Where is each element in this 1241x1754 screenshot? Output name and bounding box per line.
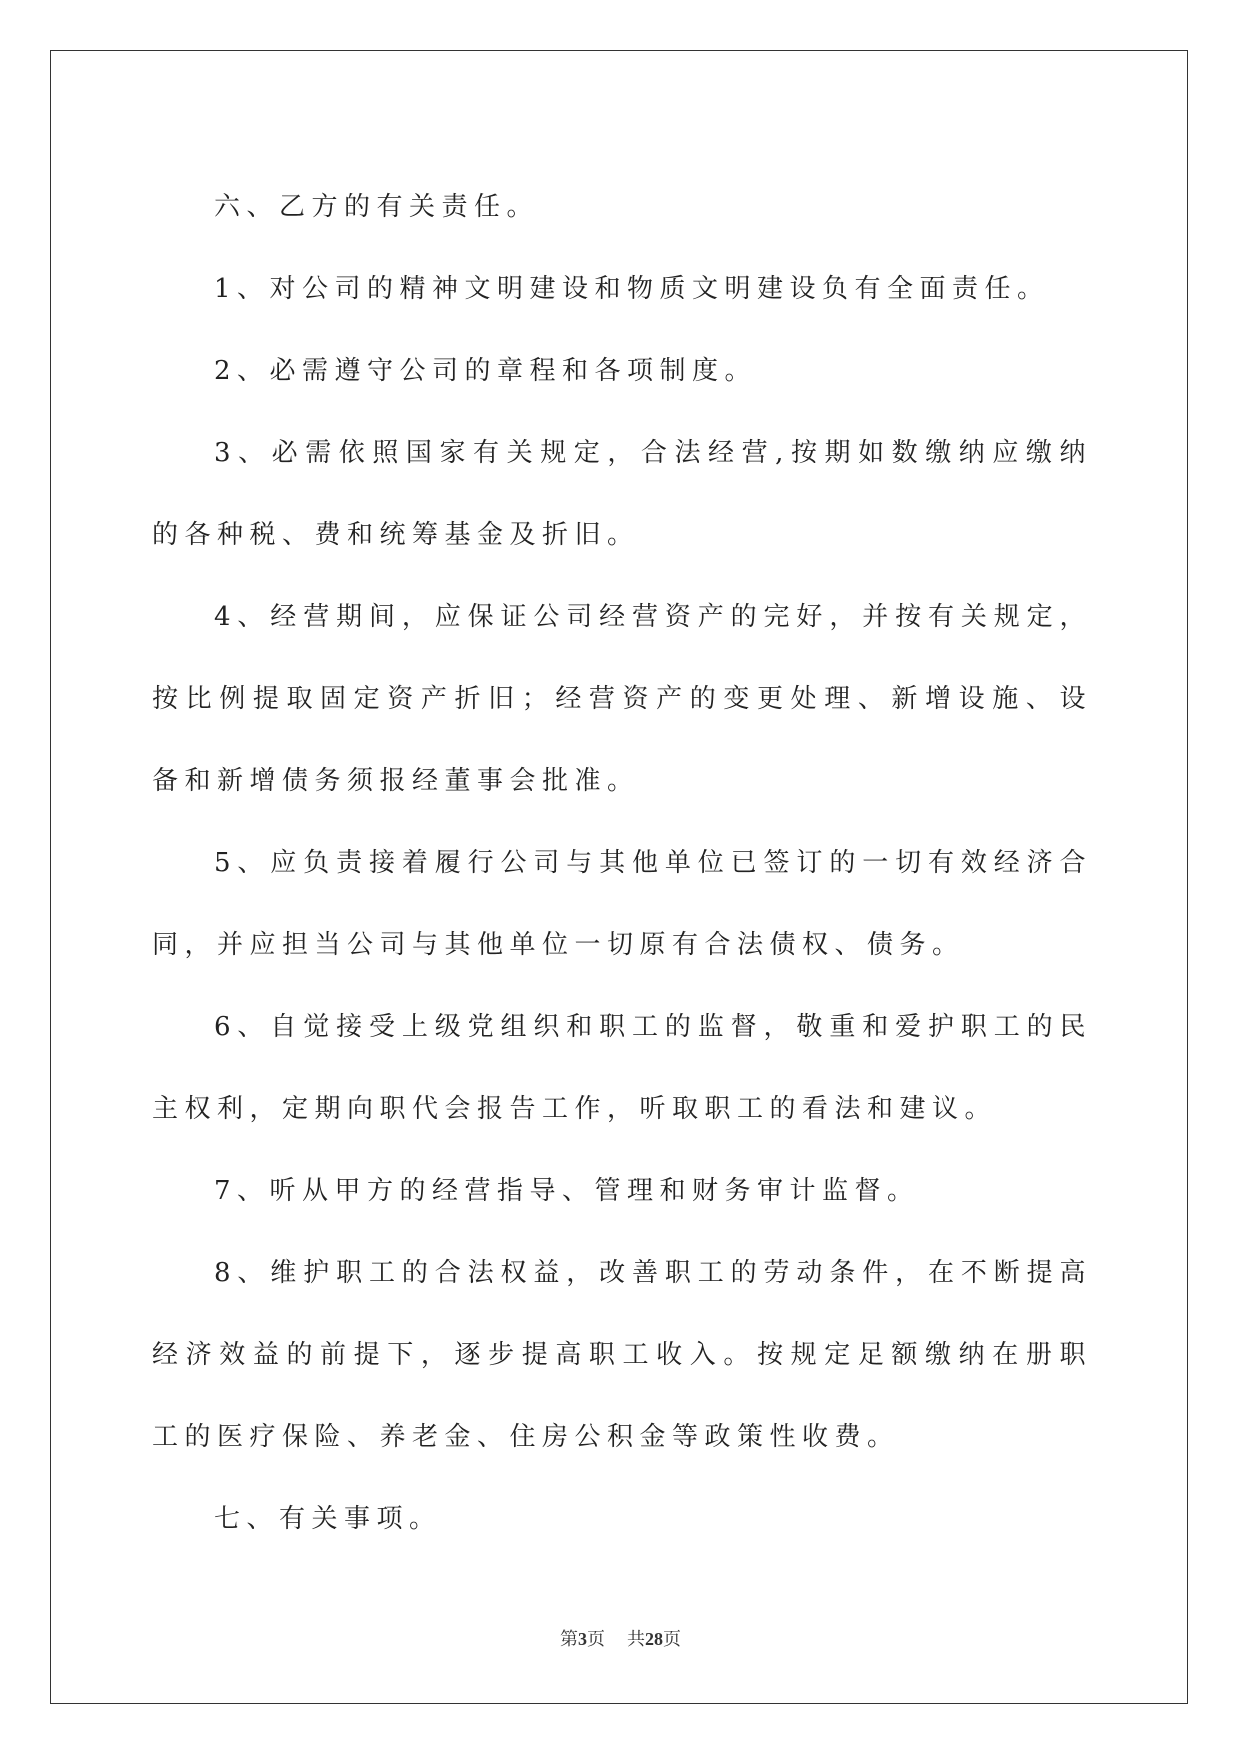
page-number: 3	[578, 1629, 587, 1649]
section-heading-6: 六、乙方的有关责任。	[214, 192, 540, 222]
page-suffix: 页	[587, 1629, 605, 1650]
document-body	[152, 166, 1092, 1560]
total-suffix: 页	[663, 1629, 681, 1650]
clause-1: 1、对公司的精神文明建设和物质文明建设负有全面责任。	[214, 274, 1050, 304]
clause-5: 5、应负责接着履行公司与其他单位已签订的一切有效经济合同，并应担当公司与其他单位一切原有合法债权、债务。	[152, 848, 1092, 960]
total-pages: 28	[645, 1629, 663, 1649]
page-footer	[0, 1625, 1241, 1651]
clause-6: 6、自觉接受上级党组织和职工的监督，敬重和爱护职工的民主权利，定期向职代会报告工作，听取职工的看法和建议。	[152, 1012, 1092, 1124]
clause-7: 7、听从甲方的经营指导、管理和财务审计监督。	[214, 1176, 920, 1206]
clause-8: 8、维护职工的合法权益，改善职工的劳动条件，在不断提高经济效益的前提下，逐步提高职工收入。按规定足额缴纳在册职工的医疗保险、养老金、住房公积金等政策性收费。	[152, 1258, 1092, 1452]
page-prefix: 第	[560, 1629, 578, 1650]
section-heading-7: 七、有关事项。	[214, 1504, 442, 1534]
clause-2: 2、必需遵守公司的章程和各项制度。	[214, 356, 758, 386]
clause-3: 3、必需依照国家有关规定，合法经营,按期如数缴纳应缴纳的各种税、费和统筹基金及折旧。	[152, 438, 1092, 550]
total-prefix: 共	[627, 1629, 645, 1650]
clause-4: 4、经营期间，应保证公司经营资产的完好，并按有关规定，按比例提取固定资产折旧；经营资产的变更处理、新增设施、设备和新增债务须报经董事会批准。	[152, 602, 1092, 796]
